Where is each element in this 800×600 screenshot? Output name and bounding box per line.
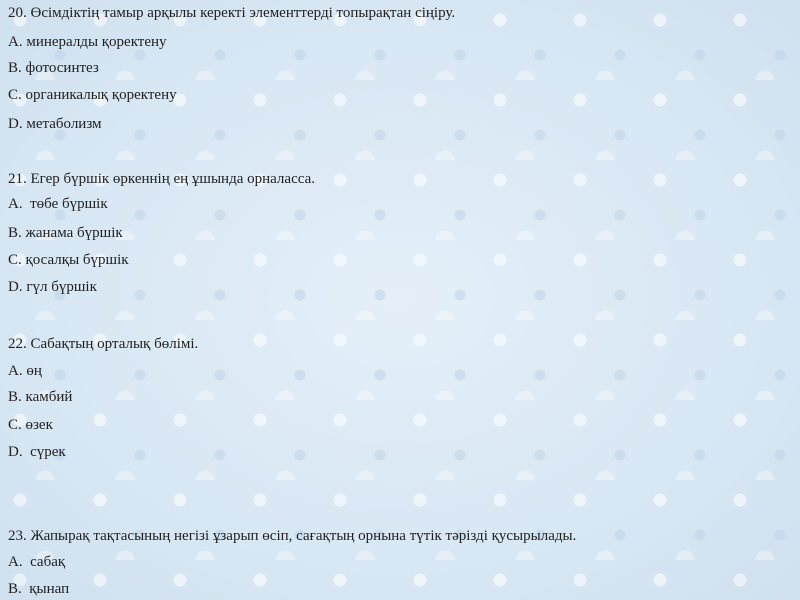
answer-option-b: B. жанама бүршік <box>8 225 123 241</box>
answer-option-a: A. сабақ <box>8 554 66 570</box>
answer-option-c: C. өзек <box>8 417 53 433</box>
answer-option-c: C. қосалқы бүршік <box>8 252 129 268</box>
answer-option-b: B. қынап <box>8 581 70 597</box>
question-text: 22. Сабақтың орталық бөлімі. <box>8 336 199 352</box>
question-text: 21. Егер бүршік өркеннің ең ұшында орналасса. <box>8 171 315 187</box>
answer-option-a: A. төбе бүршік <box>8 196 108 212</box>
answer-option-d: D. гүл бүршік <box>8 279 97 295</box>
answer-option-b: B. фотосинтез <box>8 60 99 76</box>
answer-option-a: A. минералды қоректену <box>8 34 167 50</box>
answer-option-a: A. өң <box>8 363 42 379</box>
answer-option-c: C. органикалық қоректену <box>8 87 177 103</box>
question-text: 20. Өсімдіктің тамыр арқылы керекті элементтерді топырақтан сіңіру. <box>8 5 456 21</box>
answer-option-d: D. метаболизм <box>8 116 102 132</box>
quiz-slide <box>8 0 798 600</box>
answer-option-b: B. камбий <box>8 389 73 405</box>
answer-option-d: D. сүрек <box>8 444 66 460</box>
question-text: 23. Жапырақ тақтасының негізі ұзарып өсіп, сағақтың орнына түтік тәрізді қусырылады. <box>8 528 577 544</box>
